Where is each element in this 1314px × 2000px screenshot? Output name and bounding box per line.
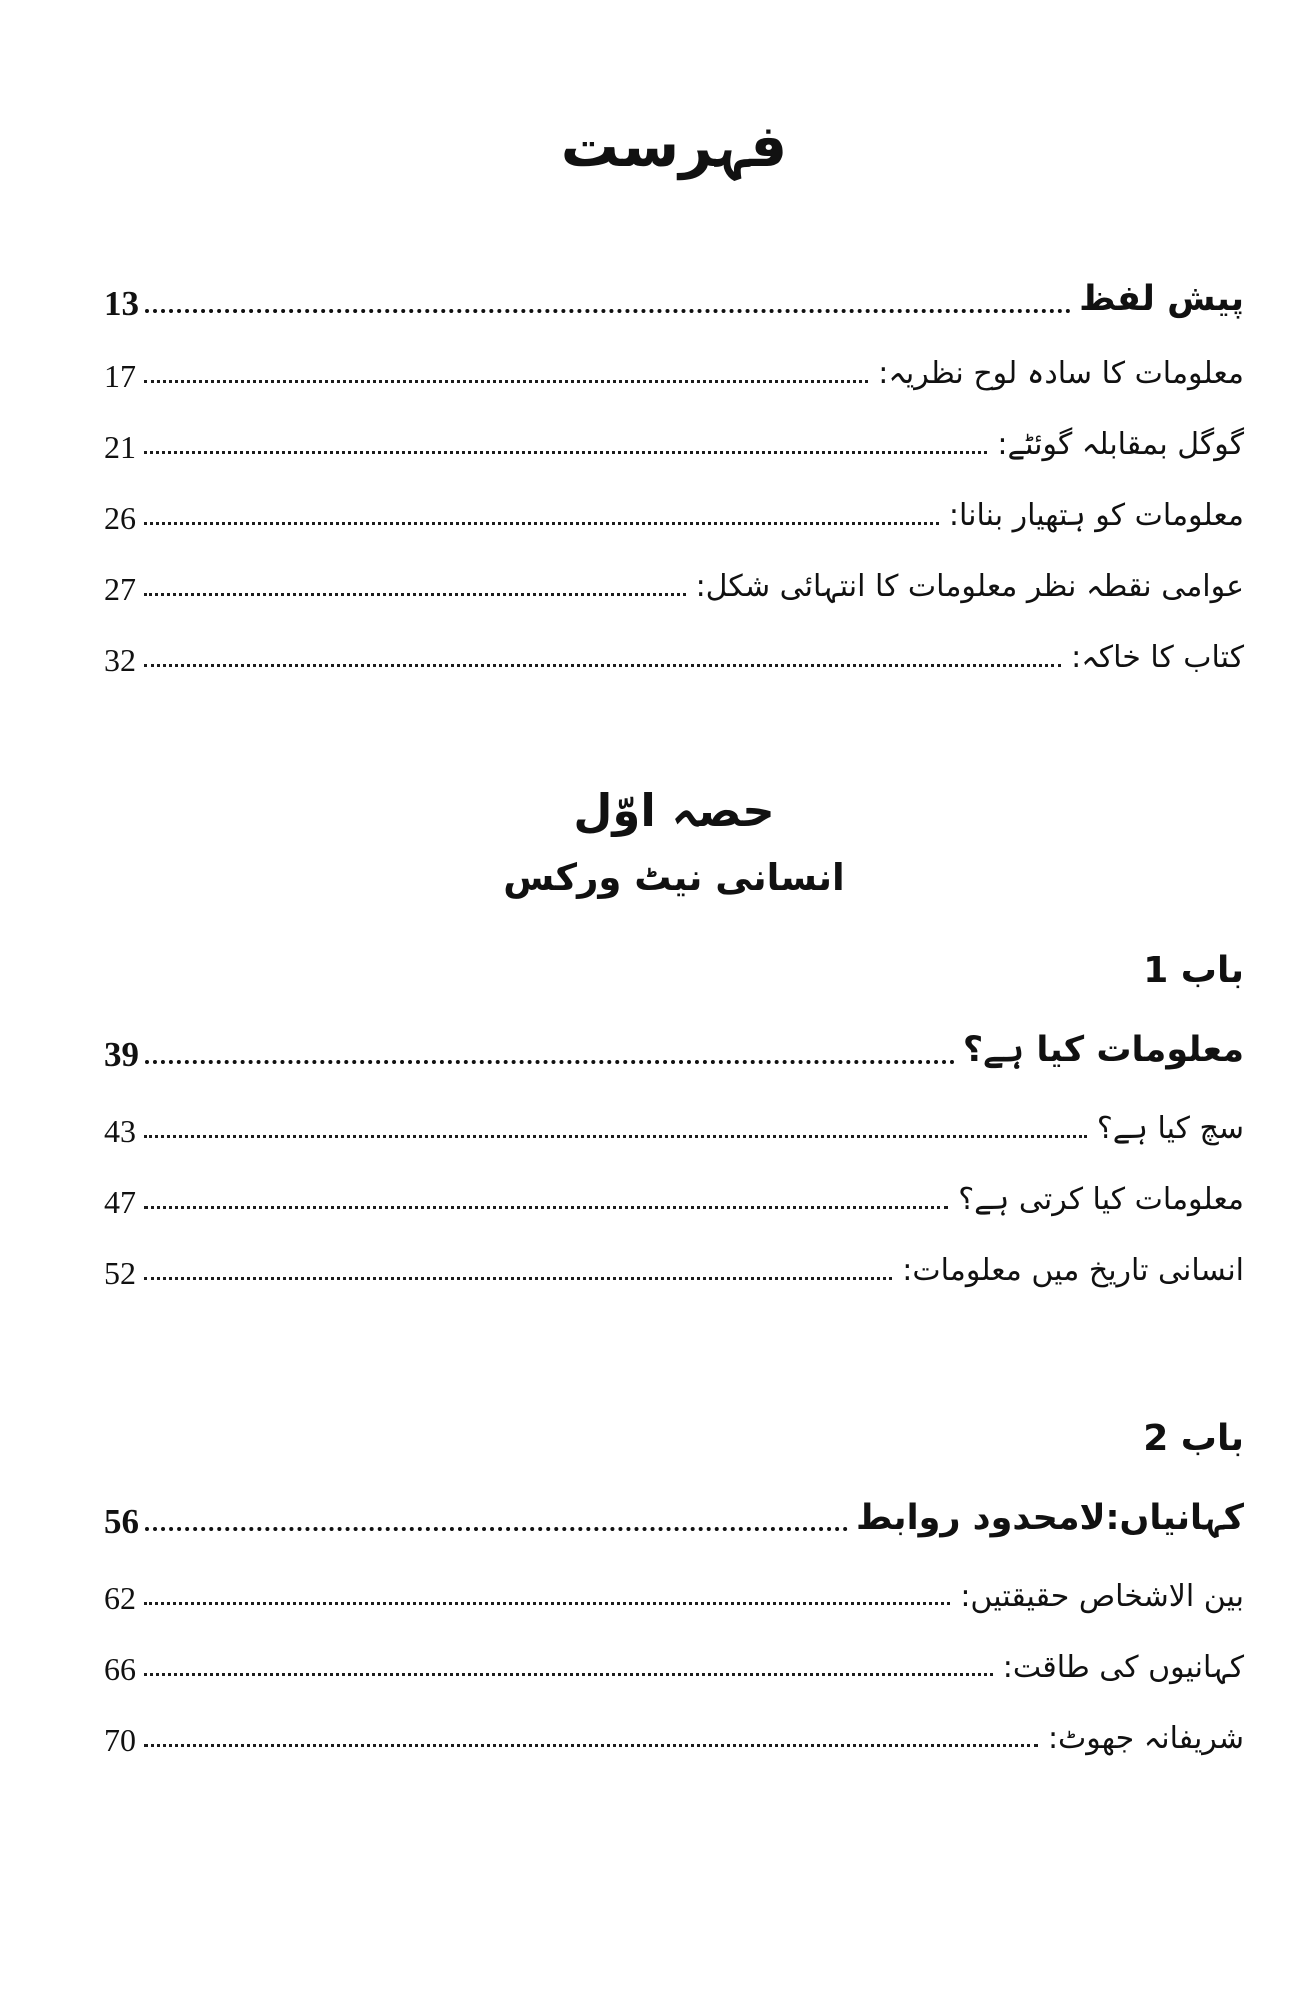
toc-entry-label: معلومات کیا ہے؟: [962, 1029, 1244, 1070]
toc-entry: [104, 543, 1244, 614]
preface-section: [104, 250, 1244, 685]
toc-entry: [104, 472, 1244, 543]
toc-entry: [104, 1156, 1244, 1227]
toc-entry: [104, 1085, 1244, 1156]
toc-entry-page-number: 13: [104, 283, 139, 323]
toc-entry-page-number: 62: [104, 1580, 136, 1617]
toc-entry-label: پیش لفظ: [1079, 279, 1244, 320]
toc-entry-label: سچ کیا ہے؟: [1096, 1111, 1244, 1147]
chapter-1-entries: [104, 1085, 1244, 1298]
toc-entry-page-number: 43: [104, 1112, 136, 1149]
dot-leader: [145, 1060, 955, 1064]
toc-entry-page-number: 66: [104, 1651, 136, 1688]
chapter-2-entries: [104, 1552, 1244, 1765]
toc-entry-label: معلومات کا سادہ لوح نظریہ:: [878, 356, 1244, 392]
toc-entry: [104, 401, 1244, 472]
part-title: حصہ اوّل: [573, 783, 775, 837]
toc-entry-page-number: 39: [104, 1034, 139, 1074]
toc-entry-page-number: 56: [104, 1502, 139, 1542]
toc-entry-label: عوامی نقطہ نظر معلومات کا انتہائی شکل:: [695, 569, 1244, 605]
toc-entry-label: بین الاشخاص حقیقتیں:: [960, 1578, 1244, 1614]
toc-entry-main-preface: [104, 250, 1244, 330]
chapter-2-section: [104, 1416, 1244, 1766]
part-divider: [104, 777, 1244, 906]
dot-leader: [144, 1277, 892, 1280]
chapter-heading: باب 2: [1143, 1417, 1244, 1459]
dot-leader: [144, 1744, 1038, 1747]
dot-leader: [144, 1135, 1087, 1138]
dot-leader: [144, 1602, 950, 1605]
toc-entry-page-number: 70: [104, 1722, 136, 1759]
toc-entry-page-number: 21: [104, 428, 136, 465]
toc-entry-page-number: 26: [104, 499, 136, 536]
dot-leader: [144, 593, 686, 596]
toc-entry: [104, 1694, 1244, 1765]
page-title: فہرست: [560, 112, 788, 180]
toc-entry-page-number: 52: [104, 1254, 136, 1291]
dot-leader: [144, 380, 868, 383]
toc-entry-page-number: 32: [104, 641, 136, 678]
dot-leader: [144, 451, 987, 454]
dot-leader: [145, 309, 1071, 313]
toc-entry-page-number: 17: [104, 357, 136, 394]
toc-entry: [104, 614, 1244, 685]
toc-entry-label: شریفانہ جھوٹ:: [1047, 1720, 1244, 1756]
toc-entry-label: معلومات کو ہتھیار بنانا:: [948, 498, 1244, 534]
part-subtitle: انسانی نیٹ ورکس: [503, 856, 845, 900]
dot-leader: [144, 1206, 948, 1209]
toc-entry-label: معلومات کیا کرتی ہے؟: [958, 1182, 1244, 1218]
chapter-1-section: [104, 948, 1244, 1298]
chapter-heading: باب 1: [1143, 949, 1244, 991]
toc-entry-label: انسانی تاریخ میں معلومات:: [902, 1253, 1244, 1289]
toc-entry: [104, 1227, 1244, 1298]
toc-entry-label: گوگل بمقابلہ گوئٹے:: [997, 427, 1244, 463]
preface-entries: [104, 330, 1244, 685]
toc-entry-page-number: 27: [104, 570, 136, 607]
toc-entry-label: کہانیوں کی طاقت:: [1002, 1649, 1244, 1685]
toc-entry: [104, 1552, 1244, 1623]
toc-entry-label: کہانیاں:لامحدود روابط: [855, 1497, 1244, 1538]
dot-leader: [144, 1673, 993, 1676]
toc-entry-main-chapter-1: [104, 1001, 1244, 1081]
toc-entry: [104, 330, 1244, 401]
toc-entry-main-chapter-2: [104, 1468, 1244, 1548]
dot-leader: [144, 664, 1061, 667]
toc-entry-page-number: 47: [104, 1183, 136, 1220]
dot-leader: [145, 1527, 848, 1531]
toc-entry-label: کتاب کا خاکہ:: [1071, 640, 1244, 676]
toc-entry: [104, 1623, 1244, 1694]
dot-leader: [144, 522, 939, 525]
